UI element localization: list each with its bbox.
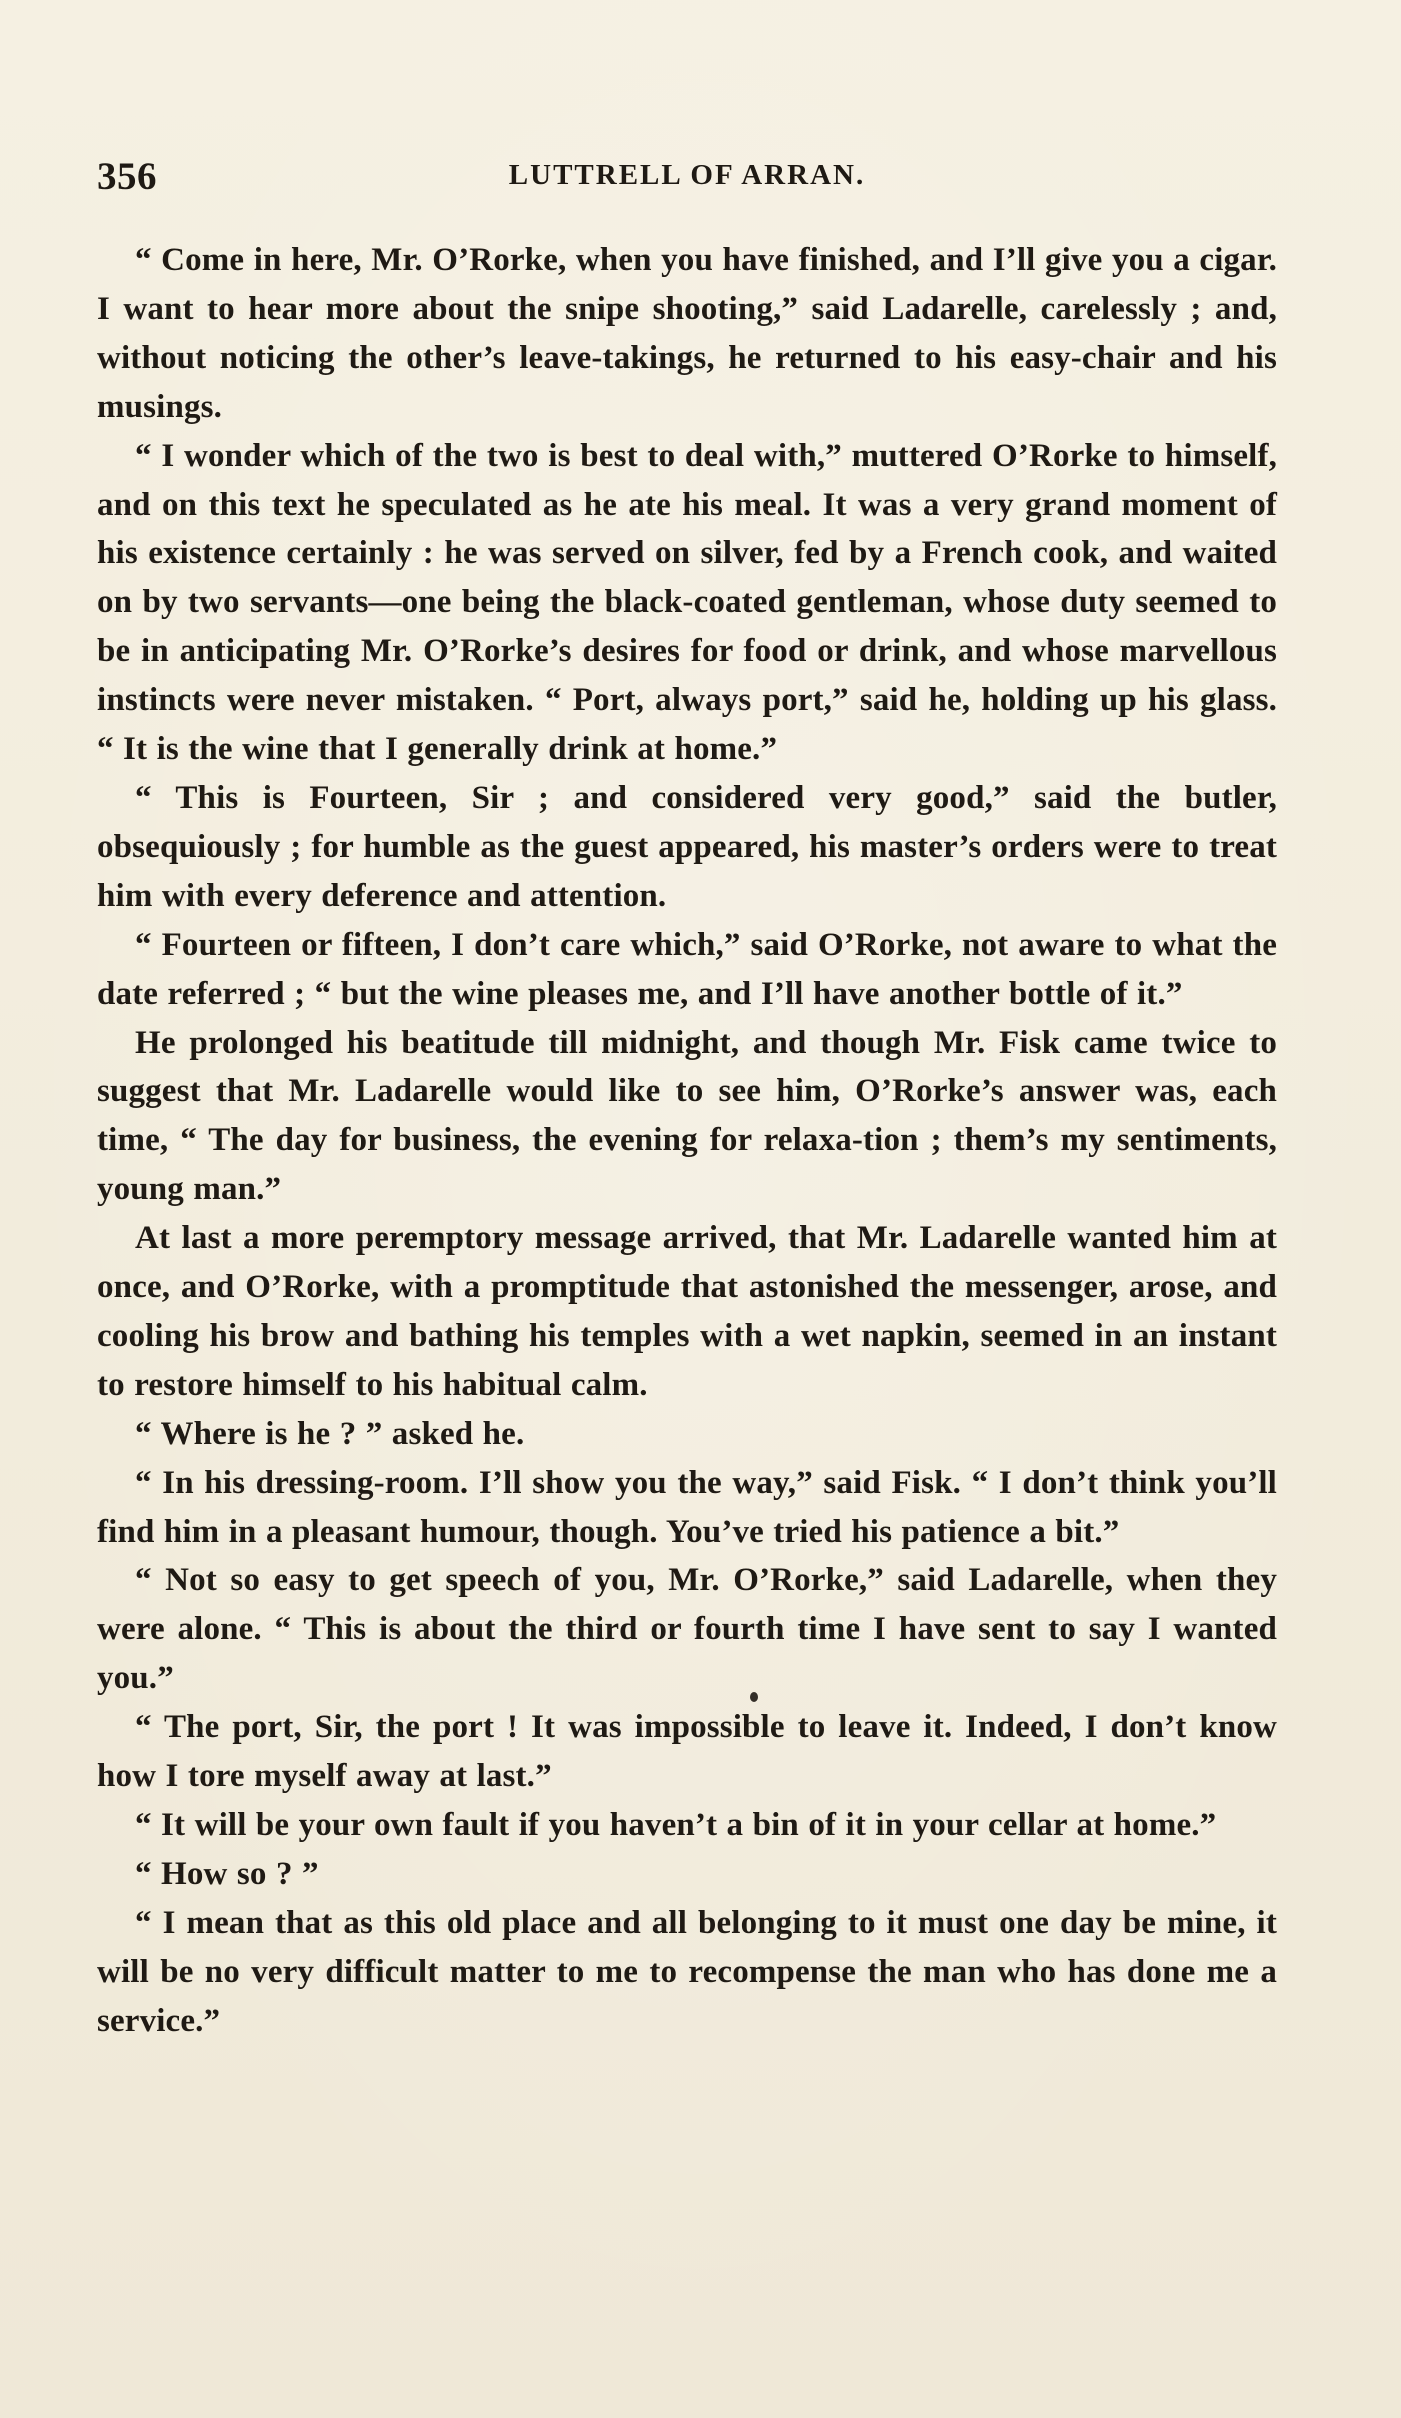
paragraph-13: “ I mean that as this old place and all belonging to it must one day be mine, it will be no very difficult matter to me to recompense the man who has done me a service.”: [97, 1904, 1277, 2039]
paragraph-9: “ Not so easy to get speech of you, Mr. O’Rorke,” said Ladarelle, when they were alone. “ This is about the third or fourth time I have sent to say I wanted you.”: [97, 1562, 1277, 1697]
paragraph-8: “ In his dressing-room. I’ll show you the way,” said Fisk. “ I don’t think you’ll find him in a pleasant humour, though. You’ve tried his patience a bit.”: [97, 1464, 1277, 1550]
body-text: [97, 236, 1277, 2046]
page-number: 356: [97, 155, 157, 198]
running-head: [97, 148, 1277, 208]
paragraph-3: “ This is Fourteen, Sir ; and considered very good,” said the butler, obsequiously ; for humble as the guest appeared, his master’s orders were to treat him with every deference and attention.: [97, 779, 1277, 914]
paragraph-12: “ How so ? ”: [135, 1855, 319, 1892]
paragraph-2: “ I wonder which of the two is best to deal with,” muttered O’Rorke to himself, and on this text he speculated as he ate his meal. It was a very grand moment of his existence certainly : he was served on silver, fed by a French cook, and waited on by two servants—one being the black-coated gentleman, whose duty seemed to be in anticipating Mr. O’Rorke’s desires for food or drink, and whose marvellous instincts were never mistaken. “ Port, always port,” said he, holding up his glass. “ It is the wine that I generally drink at home.”: [97, 437, 1277, 768]
running-title: LUTTRELL OF ARRAN.: [508, 159, 866, 191]
paragraph-10: “ The port, Sir, the port ! It was impossible to leave it. Indeed, I don’t know how I tore myself away at last.”: [97, 1709, 1277, 1795]
paragraph-4: “ Fourteen or fifteen, I don’t care which,” said O’Rorke, not aware to what the date referred ; “ but the wine pleases me, and I’ll have another bottle of it.”: [97, 926, 1277, 1012]
paragraph-1: “ Come in here, Mr. O’Rorke, when you have finished, and I’ll give you a cigar. I want to hear more about the snipe shooting,” said Ladarelle, carelessly ; and, without noticing the other’s leave-takings, he returned to his easy-chair and his musings.: [97, 242, 1277, 425]
paragraph-5: He prolonged his beatitude till midnight, and though Mr. Fisk came twice to suggest that Mr. Ladarelle would like to see him, O’Rorke’s answer was, each time, “ The day for business, the evening for relaxa-tion ; them’s my sentiments, young man.”: [97, 1024, 1277, 1208]
paragraph-6: At last a more peremptory message arrived, that Mr. Ladarelle wanted him at once, and O’Rorke, with a promptitude that astonished the messenger, arose, and cooling his brow and bathing his temples with a wet napkin, seemed in an instant to restore himself to his habitual calm.: [97, 1220, 1277, 1403]
paragraph-11: “ It will be your own fault if you haven’t a bin of it in your cellar at home.”: [135, 1807, 1217, 1843]
ink-speck: [750, 1692, 758, 1702]
paragraph-7: “ Where is he ? ” asked he.: [135, 1415, 525, 1452]
